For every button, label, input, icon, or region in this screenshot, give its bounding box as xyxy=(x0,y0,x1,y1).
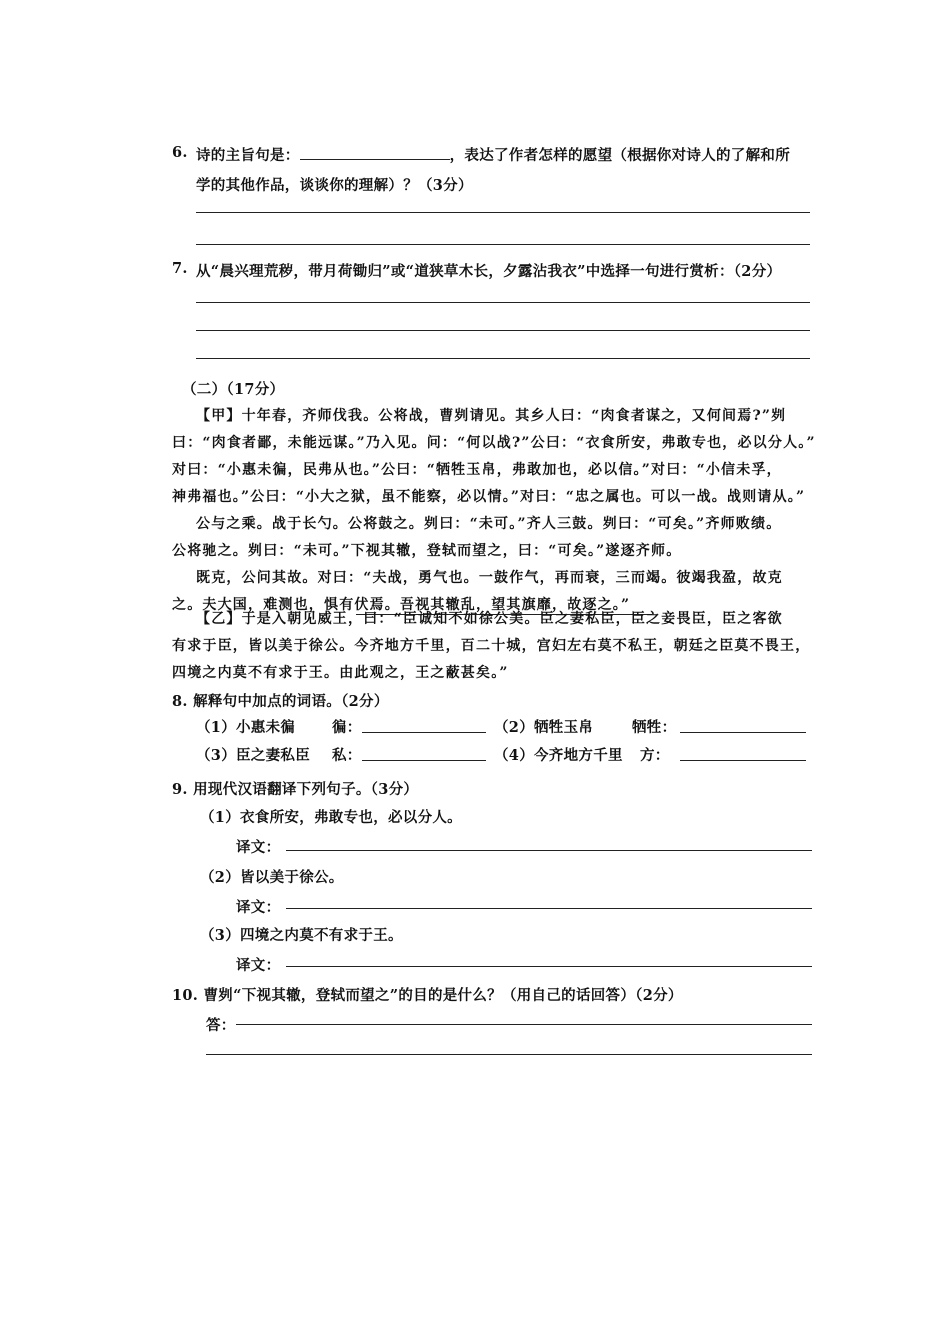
passage-yi-label: 【乙】 xyxy=(196,611,242,627)
passage-jia-line-8: 之。夫大国，难测也，惧有伏焉。吾视其辙乱，望其旗靡，故逐之。” xyxy=(172,597,631,613)
q6-line2: 学的其他作品，谈谈你的理解）？（3分） xyxy=(196,177,473,194)
passage-jia-line-5: 公与之乘。战于长勺。公将鼓之。刿曰：“未可。”齐人三鼓。刿曰：“可矣。”齐师败绩。 xyxy=(196,516,782,532)
q6-line1-after: ，表达了作者怎样的愿望（根据你对诗人的了解和所 xyxy=(449,147,791,164)
q6-answer-blank[interactable] xyxy=(300,145,450,160)
q6-number: 6. xyxy=(172,144,188,161)
passage-jia-line-2: 曰：“肉食者鄙，未能远谋。”乃入见。问：“何以战?”公曰：“衣食所安，弗敢专也，必以分人。” xyxy=(172,435,816,451)
q9-translation-line-3[interactable] xyxy=(286,966,812,967)
section-2-heading: （二）（17分） xyxy=(182,381,285,398)
q9-title: 9. 用现代汉语翻译下列句子。（3分） xyxy=(172,781,419,798)
q7-text: 从“晨兴理荒秽，带月荷锄归”或“道狭草木长，夕露沾我衣”中选择一句进行赏析：（2分） xyxy=(196,263,782,280)
q7-answer-line-3[interactable] xyxy=(196,358,810,359)
q8-item-3: （3）臣之妻私臣 xyxy=(196,747,310,764)
q10-answer-line-2[interactable] xyxy=(206,1054,812,1055)
q9-sentence-2: （2）皆以美于徐公。 xyxy=(200,869,344,886)
q8-item-4-word: 方： xyxy=(640,747,670,764)
passage-jia-line-3: 对曰：“小惠未徧，民弗从也。”公曰：“牺牲玉帛，弗敢加也，必以信。”对曰：“小信未孚， xyxy=(172,462,782,478)
q9-sentence-3: （3）四境之内莫不有求于王。 xyxy=(200,927,403,944)
passage-jia-line-1 xyxy=(196,405,786,425)
q8-item-4-blank[interactable] xyxy=(680,760,806,761)
passage-yi-line-3: 四境之内莫不有求于王。由此观之，王之蔽甚矣。” xyxy=(172,665,509,681)
q9-translation-label-2: 译文： xyxy=(236,899,281,916)
q10-answer-label: 答： xyxy=(206,1017,236,1034)
q10-answer-line-1[interactable] xyxy=(236,1024,812,1025)
passage-jia-line-6: 公将驰之。刿曰：“未可。”下视其辙，登轼而望之，曰：“可矣。”遂逐齐师。 xyxy=(172,543,682,559)
q8-item-1: （1）小惠未徧 xyxy=(196,719,296,736)
q8-title: 8. 解释句中加点的词语。（2分） xyxy=(172,693,389,710)
q8-item-2: （2）牺牲玉帛 xyxy=(494,719,594,736)
q8-item-3-blank[interactable] xyxy=(362,760,486,761)
passage-jia-line-7: 既克，公问其故。对曰：“夫战，勇气也。一鼓作气，再而衰，三而竭。彼竭我盈，故克 xyxy=(196,570,783,586)
q8-item-4: （4）今齐地方千里 xyxy=(494,747,623,764)
q8-item-3-word: 私： xyxy=(332,747,362,764)
passage-yi-line-1 xyxy=(196,608,783,628)
passage-yi-line-2: 有求于臣，皆以美于徐公。今齐地方千里，百二十城，宫妇左右莫不私王，朝廷之臣莫不畏王， xyxy=(172,638,811,654)
q8-item-1-word: 徧： xyxy=(332,719,362,736)
q7-answer-line-2[interactable] xyxy=(196,330,810,331)
passage-jia-label: 【甲】 xyxy=(196,408,242,424)
passage-jia-text-1: 十年春，齐师伐我。公将战，曹刿请见。其乡人曰：“肉食者谋之，又何间焉?”刿 xyxy=(241,408,787,424)
q7-answer-line-1[interactable] xyxy=(196,302,810,303)
passage-jia-line-4: 神弗福也。”公曰：“小大之狱，虽不能察，必以情。”对曰：“忠之属也。可以一战。战则请从。” xyxy=(172,489,806,505)
q9-translation-label-3: 译文： xyxy=(236,957,281,974)
q9-sentence-1: （1）衣食所安，弗敢专也，必以分人。 xyxy=(200,809,462,826)
q6-line1-before: 诗的主旨句是： xyxy=(196,147,300,164)
q6-answer-line-1[interactable] xyxy=(196,212,810,213)
q8-item-2-word: 牺牲： xyxy=(632,719,677,736)
q8-item-1-blank[interactable] xyxy=(362,732,486,733)
q9-translation-line-2[interactable] xyxy=(286,908,812,909)
q8-item-2-blank[interactable] xyxy=(680,732,806,733)
q7-number: 7. xyxy=(172,260,188,277)
passage-yi-text-1: 于是入朝见威王，曰：“臣诚知不如徐公美。臣之妻私臣，臣之妾畏臣，臣之客欲 xyxy=(241,611,783,627)
q6-line1 xyxy=(196,144,790,165)
q9-translation-label-1: 译文： xyxy=(236,839,281,856)
q6-answer-line-2[interactable] xyxy=(196,244,810,245)
q10-title: 10. 曹刿“下视其辙，登轼而望之”的目的是什么？（用自己的话回答）（2分） xyxy=(172,987,683,1004)
q9-translation-line-1[interactable] xyxy=(286,850,812,851)
